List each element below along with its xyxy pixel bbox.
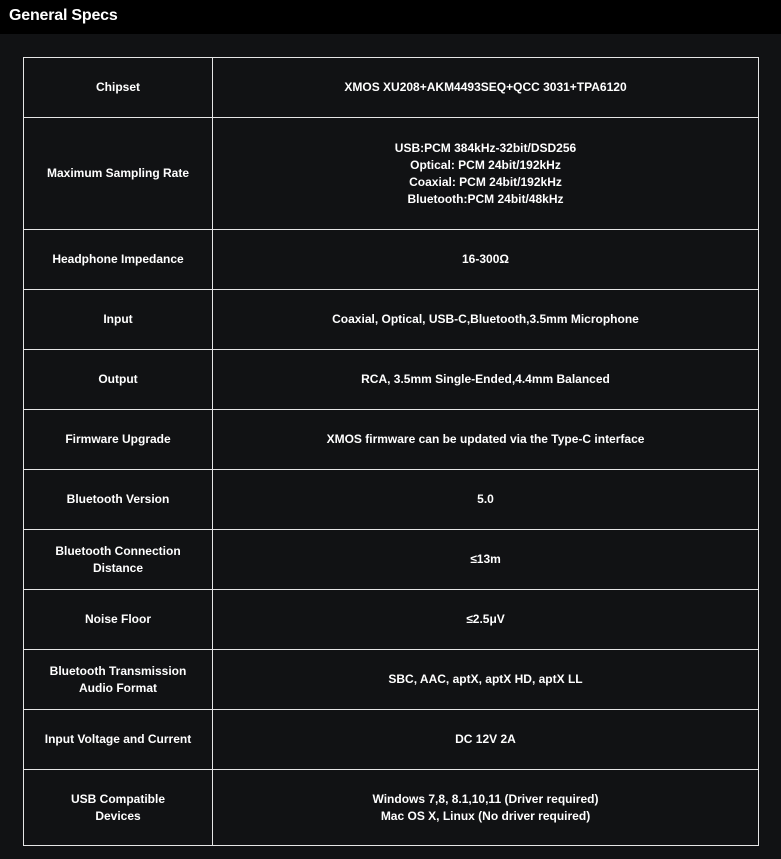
- table-row: [24, 410, 759, 470]
- spec-value-audio-format: SBC, AAC, aptX, aptX HD, aptX LL: [213, 650, 759, 710]
- specs-table: [23, 57, 759, 846]
- table-row: [24, 118, 759, 230]
- table-row: [24, 230, 759, 290]
- table-row: [24, 770, 759, 846]
- spec-value-impedance: 16-300Ω: [213, 230, 759, 290]
- spec-label-audio-format: Bluetooth Transmission Audio Format: [24, 650, 213, 710]
- table-row: [24, 590, 759, 650]
- table-row: [24, 710, 759, 770]
- spec-value-input: Coaxial, Optical, USB-C,Bluetooth,3.5mm Microphone: [213, 290, 759, 350]
- spec-label-bluetooth-version: Bluetooth Version: [24, 470, 213, 530]
- table-row: [24, 530, 759, 590]
- spec-value-noise-floor: ≤2.5μV: [213, 590, 759, 650]
- spec-label-voltage: Input Voltage and Current: [24, 710, 213, 770]
- spec-value-usb-devices: Windows 7,8, 8.1,10,11 (Driver required) Mac OS X, Linux (No driver required): [213, 770, 759, 846]
- table-row: [24, 650, 759, 710]
- spec-value-firmware: XMOS firmware can be updated via the Type-C interface: [213, 410, 759, 470]
- spec-label-firmware: Firmware Upgrade: [24, 410, 213, 470]
- table-row: [24, 58, 759, 118]
- section-title: General Specs: [9, 7, 118, 24]
- spec-value-sampling-rate: USB:PCM 384kHz-32bit/DSD256 Optical: PCM 24bit/192kHz Coaxial: PCM 24bit/192kHz Bluetooth:PCM 24bit/48kHz: [213, 118, 759, 230]
- spec-value-output: RCA, 3.5mm Single-Ended,4.4mm Balanced: [213, 350, 759, 410]
- table-row: [24, 470, 759, 530]
- spec-value-bluetooth-distance: ≤13m: [213, 530, 759, 590]
- spec-label-output: Output: [24, 350, 213, 410]
- spec-label-bluetooth-distance: Bluetooth Connection Distance: [24, 530, 213, 590]
- table-row: [24, 290, 759, 350]
- spec-label-sampling-rate: Maximum Sampling Rate: [24, 118, 213, 230]
- spec-label-noise-floor: Noise Floor: [24, 590, 213, 650]
- spec-label-usb-devices: USB Compatible Devices: [24, 770, 213, 846]
- spec-value-voltage: DC 12V 2A: [213, 710, 759, 770]
- spec-label-chipset: Chipset: [24, 58, 213, 118]
- spec-label-input: Input: [24, 290, 213, 350]
- spec-value-chipset: XMOS XU208+AKM4493SEQ+QCC 3031+TPA6120: [213, 58, 759, 118]
- table-row: [24, 350, 759, 410]
- spec-value-bluetooth-version: 5.0: [213, 470, 759, 530]
- spec-label-impedance: Headphone Impedance: [24, 230, 213, 290]
